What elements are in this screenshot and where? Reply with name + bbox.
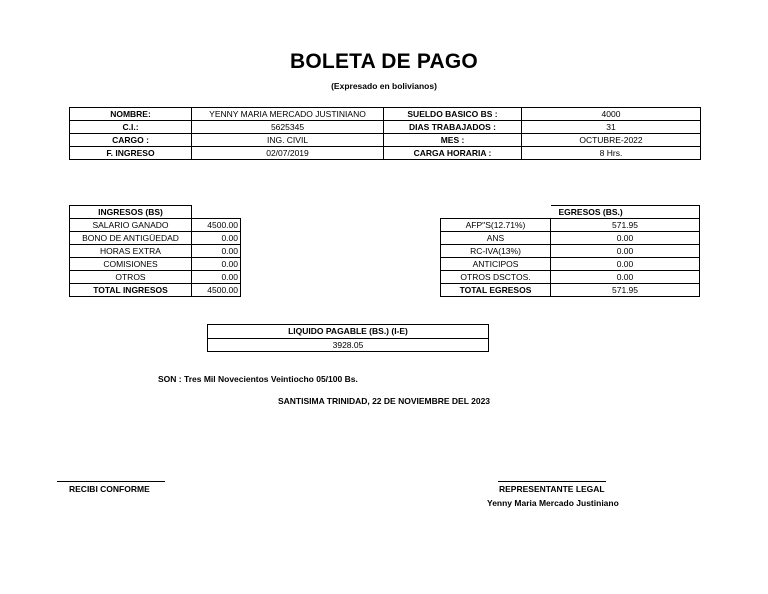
dias-trabajados-label: DIAS TRABAJADOS : [384,121,522,134]
fecha-ingreso-label: F. INGRESO [70,147,192,160]
table-row [441,219,700,232]
ingreso-value: 0.00 [192,245,241,258]
carga-horaria-value: 8 Hrs. [522,147,701,160]
ingreso-value: 0.00 [192,232,241,245]
ingreso-value: 0.00 [192,258,241,271]
total-ingresos-value: 4500.00 [192,284,241,297]
ingreso-label: BONO DE ANTIGÜEDAD [70,232,192,245]
egreso-value: 0.00 [551,271,700,284]
table-row [70,134,701,147]
fecha-ingreso-value: 02/07/2019 [192,147,384,160]
egresos-table [440,205,700,297]
ci-value: 5625345 [192,121,384,134]
ingreso-label: SALARIO GANADO [70,219,192,232]
egreso-label: OTROS DSCTOS. [441,271,551,284]
carga-horaria-label: CARGA HORARIA : [384,147,522,160]
mes-value: OCTUBRE-2022 [522,134,701,147]
ingresos-header: INGRESOS (BS) [70,206,192,219]
egreso-label: ANS [441,232,551,245]
nombre-value: YENNY MARIA MERCADO JUSTINIANO [192,108,384,121]
egreso-value: 0.00 [551,258,700,271]
table-row [70,108,701,121]
egresos-header: EGRESOS (BS.) [551,206,700,219]
egreso-label: AFP"S(12.71%) [441,219,551,232]
cargo-value: ING. CIVIL [192,134,384,147]
liquido-pagable-header: LIQUIDO PAGABLE (BS.) (I-E) [208,325,489,339]
table-row [441,232,700,245]
ingresos-table [69,205,241,297]
ingreso-label: OTROS [70,271,192,284]
place-and-date: SANTISIMA TRINIDAD, 22 DE NOVIEMBRE DEL 2023 [277,396,491,406]
egreso-value: 571.95 [551,219,700,232]
table-row [70,232,241,245]
total-ingresos-label: TOTAL INGRESOS [70,284,192,297]
sueldo-basico-value: 4000 [522,108,701,121]
left-signature-line [57,481,165,482]
table-row [70,219,241,232]
nombre-label: NOMBRE: [70,108,192,121]
table-row [70,271,241,284]
document-subtitle: (Expresado en bolivianos) [331,81,437,91]
amount-in-words: SON : Tres Mil Novecientos Veintiocho 05/100 Bs. [158,374,358,384]
representante-legal-label: REPRESENTANTE LEGAL [499,484,605,494]
egreso-value: 0.00 [551,245,700,258]
total-egresos-value: 571.95 [551,284,700,297]
table-row [441,271,700,284]
egreso-label: ANTICIPOS [441,258,551,271]
table-row [208,339,489,352]
table-row [441,284,700,297]
ingreso-value: 4500.00 [192,219,241,232]
egreso-value: 0.00 [551,232,700,245]
ingreso-label: HORAS EXTRA [70,245,192,258]
liquido-pagable-value: 3928.05 [208,339,489,352]
table-row [441,206,700,219]
liquido-pagable-table [207,324,489,352]
total-egresos-label: TOTAL EGRESOS [441,284,551,297]
document-title: BOLETA DE PAGO [290,50,478,73]
table-row [70,121,701,134]
table-row [70,245,241,258]
employee-info-table [69,107,701,160]
dias-trabajados-value: 31 [522,121,701,134]
table-row [70,284,241,297]
right-signature-line [498,481,606,482]
ci-label: C.I.: [70,121,192,134]
ingreso-value: 0.00 [192,271,241,284]
sueldo-basico-label: SUELDO BASICO BS : [384,108,522,121]
table-row [441,258,700,271]
recibi-conforme-label: RECIBI CONFORME [69,484,150,494]
table-row [208,325,489,339]
cargo-label: CARGO : [70,134,192,147]
table-row [441,245,700,258]
table-row [70,206,241,219]
egreso-label: RC-IVA(13%) [441,245,551,258]
table-row [70,147,701,160]
ingreso-label: COMISIONES [70,258,192,271]
mes-label: MES : [384,134,522,147]
table-row [70,258,241,271]
representante-name: Yenny Maria Mercado Justiniano [487,498,619,508]
